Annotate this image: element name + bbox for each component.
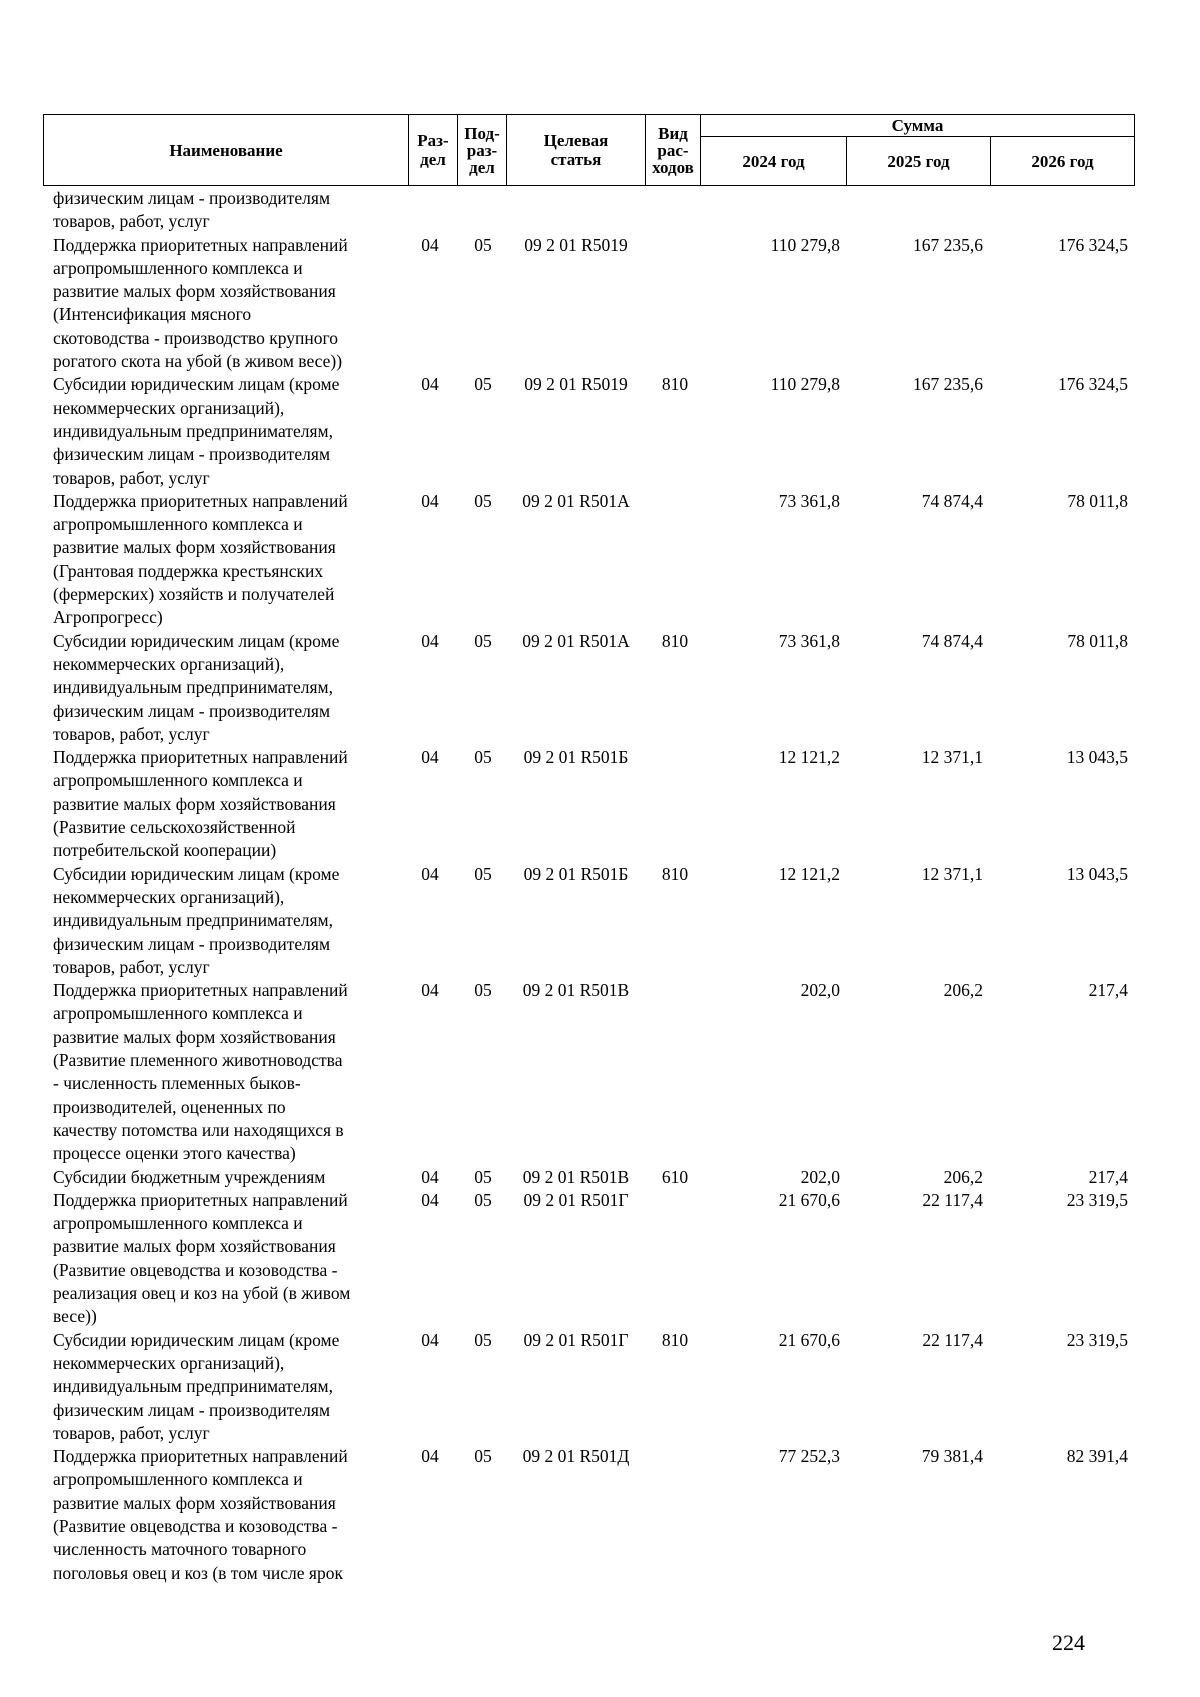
razdel-cell: 04 bbox=[421, 234, 439, 255]
razdel-cell: 04 bbox=[421, 630, 439, 651]
celevaya-statya-cell: 09 2 01 R501В bbox=[522, 980, 630, 1001]
sum-2025-cell: 79 381,4 bbox=[921, 1446, 983, 1467]
sum-2025-cell: 206,2 bbox=[943, 980, 983, 1001]
sum-2026-cell: 176 324,5 bbox=[1058, 234, 1128, 255]
row-name bbox=[53, 1445, 413, 1585]
row-name-line: физическим лицам - производителям bbox=[53, 933, 331, 954]
row-name bbox=[53, 863, 413, 979]
row-name-line: физическим лицам - производителям bbox=[53, 700, 331, 721]
table-row bbox=[53, 1329, 1133, 1446]
row-name-line: (Интенсификация мясного bbox=[53, 304, 252, 325]
sum-2024-cell: 77 252,3 bbox=[778, 1446, 840, 1467]
row-name-line: Субсидии юридическим лицам (кроме bbox=[53, 863, 340, 884]
header-razdel: Раз- дел bbox=[409, 115, 458, 186]
row-name bbox=[53, 1189, 413, 1329]
row-name-line: агропромышленного комплекса и bbox=[53, 1003, 303, 1024]
row-name-line: Поддержка приоритетных направлений bbox=[53, 1189, 348, 1210]
row-name-line: физическим лицам - производителям bbox=[53, 444, 331, 465]
row-name-line: реализация овец и коз на убой (в живом bbox=[53, 1283, 351, 1304]
vid-rashodov-cell: 610 bbox=[661, 1166, 689, 1187]
row-name-line: некоммерческих организаций), bbox=[53, 397, 285, 418]
sum-2024-cell: 110 279,8 bbox=[770, 234, 840, 255]
celevaya-statya-cell: 09 2 01 R501В bbox=[522, 1166, 630, 1187]
row-name-line: (Развитие овцеводства и козоводства - bbox=[53, 1516, 338, 1537]
row-name-line: Поддержка приоритетных направлений bbox=[53, 234, 348, 255]
razdel-cell: 04 bbox=[421, 1446, 439, 1467]
sum-2026-cell: 13 043,5 bbox=[1066, 863, 1128, 884]
row-name-line: агропромышленного комплекса и bbox=[53, 770, 303, 791]
sum-2024-cell: 21 670,6 bbox=[778, 1189, 840, 1210]
row-name-line: некоммерческих организаций), bbox=[53, 886, 285, 907]
sum-2024-cell: 73 361,8 bbox=[778, 490, 840, 511]
row-name-line: Агропрогресс) bbox=[53, 607, 163, 628]
podrazdel-cell: 05 bbox=[474, 1189, 492, 1210]
celevaya-statya-cell: 09 2 01 R5019 bbox=[524, 374, 628, 395]
podrazdel-cell: 05 bbox=[474, 490, 492, 511]
row-name-line: товаров, работ, услуг bbox=[53, 1422, 210, 1443]
celevaya-statya-cell: 09 2 01 R501Г bbox=[523, 1329, 629, 1350]
row-name-line: развитие малых форм хозяйствования bbox=[53, 1236, 336, 1257]
vid-rashodov-cell: 810 bbox=[661, 630, 689, 651]
sum-2026-cell: 23 319,5 bbox=[1066, 1189, 1128, 1210]
table-row bbox=[53, 490, 1133, 630]
sum-2024-cell: 202,0 bbox=[800, 980, 840, 1001]
sum-2025-cell: 167 235,6 bbox=[913, 374, 983, 395]
row-name-line: весе)) bbox=[53, 1306, 97, 1327]
celevaya-statya-cell: 09 2 01 R5019 bbox=[524, 234, 628, 255]
row-name bbox=[53, 373, 413, 489]
header-name: Наименование bbox=[44, 115, 409, 186]
podrazdel-cell: 05 bbox=[474, 1446, 492, 1467]
row-name-line: индивидуальным предпринимателям, bbox=[53, 420, 333, 441]
row-name-line: Поддержка приоритетных направлений bbox=[53, 490, 348, 511]
header-summa: Сумма bbox=[701, 115, 1135, 137]
table-row bbox=[53, 1189, 1133, 1329]
razdel-cell: 04 bbox=[421, 1166, 439, 1187]
celevaya-statya-cell: 09 2 01 R501Д bbox=[522, 1446, 630, 1467]
sum-2025-cell: 22 117,4 bbox=[922, 1189, 983, 1210]
row-name bbox=[53, 1329, 413, 1445]
vid-rashodov-cell: 810 bbox=[661, 1329, 689, 1350]
sum-2026-cell: 217,4 bbox=[1088, 980, 1128, 1001]
row-name bbox=[53, 746, 413, 862]
row-name-line: поголовья овец и коз (в том числе ярок bbox=[53, 1562, 343, 1583]
sum-2026-cell: 176 324,5 bbox=[1058, 374, 1128, 395]
vid-rashodov-cell: 810 bbox=[661, 374, 689, 395]
row-name-line: Субсидии юридическим лицам (кроме bbox=[53, 630, 340, 651]
podrazdel-cell: 05 bbox=[474, 374, 492, 395]
header-2024: 2024 год bbox=[701, 137, 847, 186]
razdel-cell: 04 bbox=[421, 747, 439, 768]
razdel-cell: 04 bbox=[421, 980, 439, 1001]
table-row bbox=[53, 234, 1133, 374]
sum-2026-cell: 78 011,8 bbox=[1067, 630, 1128, 651]
row-name-line: агропромышленного комплекса и bbox=[53, 1469, 303, 1490]
table-row bbox=[53, 979, 1133, 1165]
row-name-line: рогатого скота на убой (в живом весе)) bbox=[53, 351, 343, 372]
celevaya-statya-cell: 09 2 01 R501Б bbox=[523, 863, 629, 884]
row-name-line: индивидуальным предпринимателям, bbox=[53, 1376, 333, 1397]
table-row bbox=[53, 373, 1133, 490]
row-name bbox=[53, 630, 413, 746]
row-name bbox=[53, 979, 413, 1165]
sum-2025-cell: 12 371,1 bbox=[921, 863, 983, 884]
table-row bbox=[53, 1166, 1133, 1189]
table-row bbox=[53, 746, 1133, 863]
razdel-cell: 04 bbox=[421, 1329, 439, 1350]
row-name bbox=[53, 234, 413, 374]
row-name-line: Субсидии юридическим лицам (кроме bbox=[53, 374, 340, 395]
row-name-line: товаров, работ, услуг bbox=[53, 956, 210, 977]
row-name-line: агропромышленного комплекса и bbox=[53, 1213, 303, 1234]
row-name-line: некоммерческих организаций), bbox=[53, 1352, 285, 1373]
celevaya-statya-cell: 09 2 01 R501А bbox=[522, 630, 630, 651]
row-name-line: (Развитие племенного животноводства bbox=[53, 1050, 343, 1071]
row-name-line: развитие малых форм хозяйствования bbox=[53, 1026, 336, 1047]
row-name-line: (Грантовая поддержка крестьянских bbox=[53, 560, 324, 581]
vid-rashodov-cell: 810 bbox=[661, 863, 689, 884]
row-name-line: товаров, работ, услуг bbox=[53, 467, 210, 488]
razdel-cell: 04 bbox=[421, 863, 439, 884]
row-name-line: индивидуальным предпринимателям, bbox=[53, 677, 333, 698]
sum-2025-cell: 12 371,1 bbox=[921, 747, 983, 768]
row-name-line: Субсидии юридическим лицам (кроме bbox=[53, 1329, 340, 1350]
sum-2026-cell: 23 319,5 bbox=[1066, 1329, 1128, 1350]
table-row bbox=[53, 1445, 1133, 1585]
row-name-line: численность маточного товарного bbox=[53, 1539, 307, 1560]
row-name-line: процессе оценки этого качества) bbox=[53, 1143, 296, 1164]
row-name-line: физическим лицам - производителям bbox=[53, 1399, 331, 1420]
sum-2024-cell: 21 670,6 bbox=[778, 1329, 840, 1350]
row-name-line: Субсидии бюджетным учреждениям bbox=[53, 1166, 326, 1187]
row-name-line: развитие малых форм хозяйствования bbox=[53, 537, 336, 558]
row-name-line: скотоводства - производство крупного bbox=[53, 327, 339, 348]
page-number: 224 bbox=[1052, 1630, 1085, 1655]
podrazdel-cell: 05 bbox=[474, 980, 492, 1001]
header-podrazdel: Под- раз- дел bbox=[458, 115, 507, 186]
row-name-line: физическим лицам - производителям bbox=[53, 188, 331, 208]
row-name-line: развитие малых форм хозяйствования bbox=[53, 793, 336, 814]
sum-2025-cell: 22 117,4 bbox=[922, 1329, 983, 1350]
table-header bbox=[43, 114, 1135, 186]
row-name-line: качеству потомства или находящихся в bbox=[53, 1119, 344, 1140]
sum-2024-cell: 12 121,2 bbox=[778, 747, 840, 768]
row-name-line: Поддержка приоритетных направлений bbox=[53, 1446, 348, 1467]
celevaya-statya-cell: 09 2 01 R501А bbox=[522, 490, 630, 511]
table-body bbox=[53, 187, 1133, 1585]
sum-2024-cell: 12 121,2 bbox=[778, 863, 840, 884]
sum-2024-cell: 110 279,8 bbox=[770, 374, 840, 395]
podrazdel-cell: 05 bbox=[474, 1166, 492, 1187]
row-name-line: товаров, работ, услуг bbox=[53, 211, 210, 232]
table-row bbox=[53, 630, 1133, 747]
sum-2026-cell: 82 391,4 bbox=[1066, 1446, 1128, 1467]
row-name-line: (Развитие сельскохозяйственной bbox=[53, 817, 296, 838]
row-name-line: (Развитие овцеводства и козоводства - bbox=[53, 1259, 338, 1280]
podrazdel-cell: 05 bbox=[474, 630, 492, 651]
row-name-line: развитие малых форм хозяйствования bbox=[53, 1492, 336, 1513]
header-celevaya-statya: Целевая статья bbox=[507, 115, 646, 186]
row-name-line: (фермерских) хозяйств и получателей bbox=[53, 584, 335, 605]
podrazdel-cell: 05 bbox=[474, 747, 492, 768]
podrazdel-cell: 05 bbox=[474, 234, 492, 255]
sum-2026-cell: 13 043,5 bbox=[1066, 747, 1128, 768]
sum-2025-cell: 74 874,4 bbox=[921, 630, 983, 651]
podrazdel-cell: 05 bbox=[474, 863, 492, 884]
row-name-line: потребительской кооперации) bbox=[53, 840, 277, 861]
row-name-line: Поддержка приоритетных направлений bbox=[53, 747, 348, 768]
row-name-line: товаров, работ, услуг bbox=[53, 723, 210, 744]
sum-2025-cell: 167 235,6 bbox=[913, 234, 983, 255]
sum-2025-cell: 206,2 bbox=[943, 1166, 983, 1187]
row-name bbox=[53, 490, 413, 630]
row-name bbox=[53, 1166, 413, 1189]
row-name-line: агропромышленного комплекса и bbox=[53, 514, 303, 535]
sum-2024-cell: 73 361,8 bbox=[778, 630, 840, 651]
row-name-line: индивидуальным предпринимателям, bbox=[53, 910, 333, 931]
celevaya-statya-cell: 09 2 01 R501Г bbox=[523, 1189, 629, 1210]
header-2025: 2025 год bbox=[847, 137, 991, 186]
razdel-cell: 04 bbox=[421, 374, 439, 395]
header-2026: 2026 год bbox=[991, 137, 1135, 186]
row-name-line: - численность племенных быков- bbox=[53, 1073, 301, 1094]
row-name-line: развитие малых форм хозяйствования bbox=[53, 281, 336, 302]
celevaya-statya-cell: 09 2 01 R501Б bbox=[523, 747, 629, 768]
sum-2026-cell: 217,4 bbox=[1088, 1166, 1128, 1187]
row-name-line: агропромышленного комплекса и bbox=[53, 257, 303, 278]
header-vid-rashodov: Вид рас- ходов bbox=[646, 115, 701, 186]
sum-2025-cell: 74 874,4 bbox=[921, 490, 983, 511]
row-name bbox=[53, 187, 413, 234]
razdel-cell: 04 bbox=[421, 490, 439, 511]
sum-2026-cell: 78 011,8 bbox=[1067, 490, 1128, 511]
razdel-cell: 04 bbox=[421, 1189, 439, 1210]
sum-2024-cell: 202,0 bbox=[800, 1166, 840, 1187]
row-name-line: производителей, оцененных по bbox=[53, 1096, 286, 1117]
table-row bbox=[53, 863, 1133, 980]
table-row bbox=[53, 187, 1133, 234]
row-name-line: некоммерческих организаций), bbox=[53, 653, 285, 674]
row-name-line: Поддержка приоритетных направлений bbox=[53, 980, 348, 1001]
podrazdel-cell: 05 bbox=[474, 1329, 492, 1350]
